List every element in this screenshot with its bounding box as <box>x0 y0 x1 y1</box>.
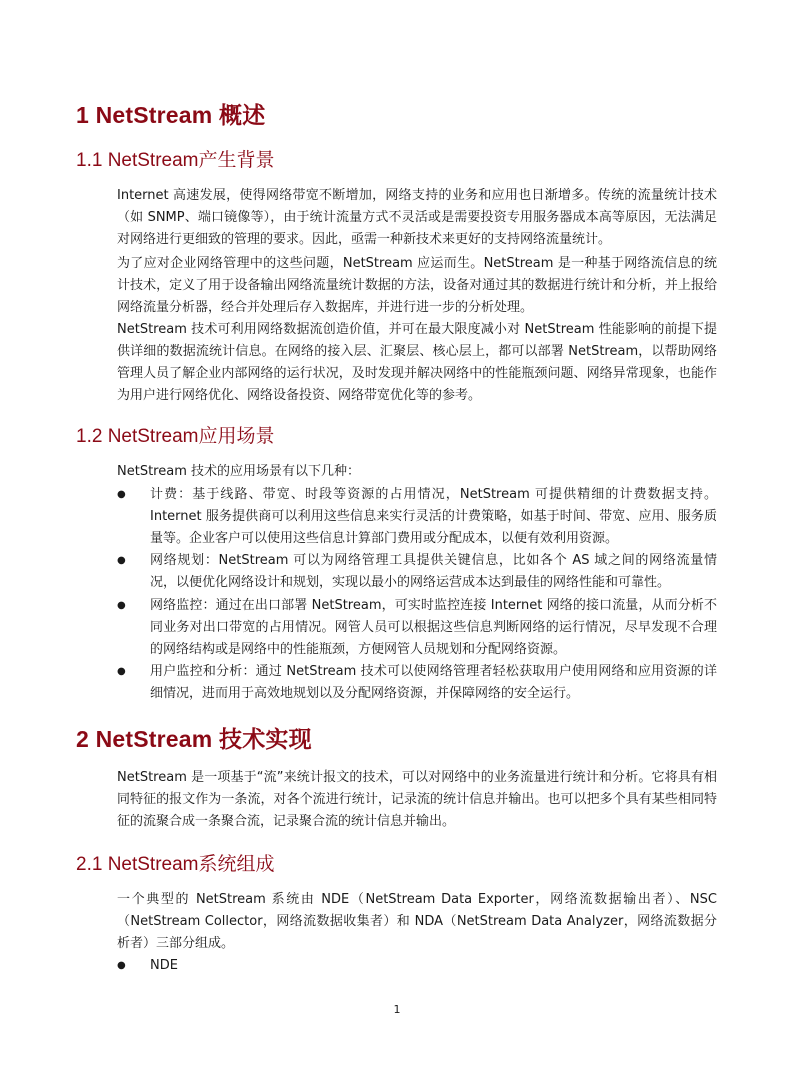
section-1-1-paragraph-1: Internet 高速发展，使得网络带宽不断增加，网络支持的业务和应用也日渐增多。传统的流量统计技术（如 SNMP、端口镜像等），由于统计流量方式不灵活或是需要投资专用服务器成本高等原因，无法满足对网络进行更细致的管理的要求。因此，亟需一种新技术来更好的支持网络流量统计。 <box>117 188 717 247</box>
section-1-2-heading: 1.2 NetStream应用场景 <box>76 426 275 447</box>
bullet-icon: ● <box>117 489 126 500</box>
section-2-1-heading: 2.1 NetStream系统组成 <box>76 854 275 875</box>
section-2-1-paragraph-1: 一个典型的 NetStream 系统由 NDE（NetStream Data Exporter，网络流数据输出者）、NSC（NetStream Collector，网络流数据收集者）和 NDA（NetStream Data Analyzer，网络流数据分析者）三部分组成。 <box>117 892 717 951</box>
section-1-heading: 1 NetStream 概述 <box>76 102 266 128</box>
section-1-1-paragraph-2: 为了应对企业网络管理中的这些问题，NetStream 应运而生。NetStream 是一种基于网络流信息的统计技术，定义了用于设备输出网络流量统计数据的方法，设备对通过其的数据进行统计和分析，并上报给网络流量分析器，经合并处理后存入数据库，并进行进一步的分析处理。 <box>117 256 717 315</box>
bullet-icon: ● <box>117 555 126 566</box>
section-2-heading: 2 NetStream 技术实现 <box>76 726 312 752</box>
list-item-user-monitoring: 用户监控和分析：通过 NetStream 技术可以使网络管理者轻松获取用户使用网络和应用资源的详细情况，进而用于高效地规划以及分配网络资源，并保障网络的安全运行。 <box>150 664 717 701</box>
bullet-icon: ● <box>117 600 126 611</box>
page-number: 1 <box>393 1003 401 1016</box>
section-1-1-heading: 1.1 NetStream产生背景 <box>76 150 275 171</box>
section-1-1-paragraph-3: NetStream 技术可利用网络数据流创造价值，并可在最大限度减小对 NetStream 性能影响的前提下提供详细的数据流统计信息。在网络的接入层、汇聚层、核心层上，都可以部署 NetStream，以帮助网络管理人员了解企业内部网络的运行状况，及时发现并解决网络中的性能瓶颈问题、网络异常现象，也能作为用户进行网络优化、网络设备投资、网络带宽优化等的参考。 <box>117 322 718 403</box>
list-item-billing: 计费：基于线路、带宽、时段等资源的占用情况，NetStream 可提供精细的计费数据支持。Internet 服务提供商可以利用这些信息来实行灵活的计费策略，如基于时间、带宽、应用、服务质量等。企业客户可以使用这些信息计算部门费用或分配成本，以便有效利用资源。 <box>150 487 717 546</box>
section-2-paragraph-1: NetStream 是一项基于“流”来统计报文的技术，可以对网络中的业务流量进行统计和分析。它将具有相同特征的报文作为一条流，对各个流进行统计，记录流的统计信息并输出。也可以把多个具有某些相同特征的流聚合成一条聚合流，记录聚合流的统计信息并输出。 <box>117 770 717 829</box>
list-item-network-planning: 网络规划：NetStream 可以为网络管理工具提供关键信息，比如各个 AS 域之间的网络流量情况，以便优化网络设计和规划，实现以最小的网络运营成本达到最佳的网络性能和可靠性。 <box>150 553 717 590</box>
bullet-icon: ● <box>117 960 126 971</box>
list-item-network-monitoring: 网络监控：通过在出口部署 NetStream，可实时监控连接 Internet 网络的接口流量，从而分析不同业务对出口带宽的占用情况。网管人员可以根据这些信息判断网络的运行情况，尽早发现不合理的网络结构或是网络中的性能瓶颈，方便网管人员规划和分配网络资源。 <box>150 598 717 657</box>
section-1-2-intro: NetStream 技术的应用场景有以下几种： <box>117 464 360 479</box>
bullet-icon: ● <box>117 666 126 677</box>
list-item-nde: NDE <box>150 958 178 973</box>
